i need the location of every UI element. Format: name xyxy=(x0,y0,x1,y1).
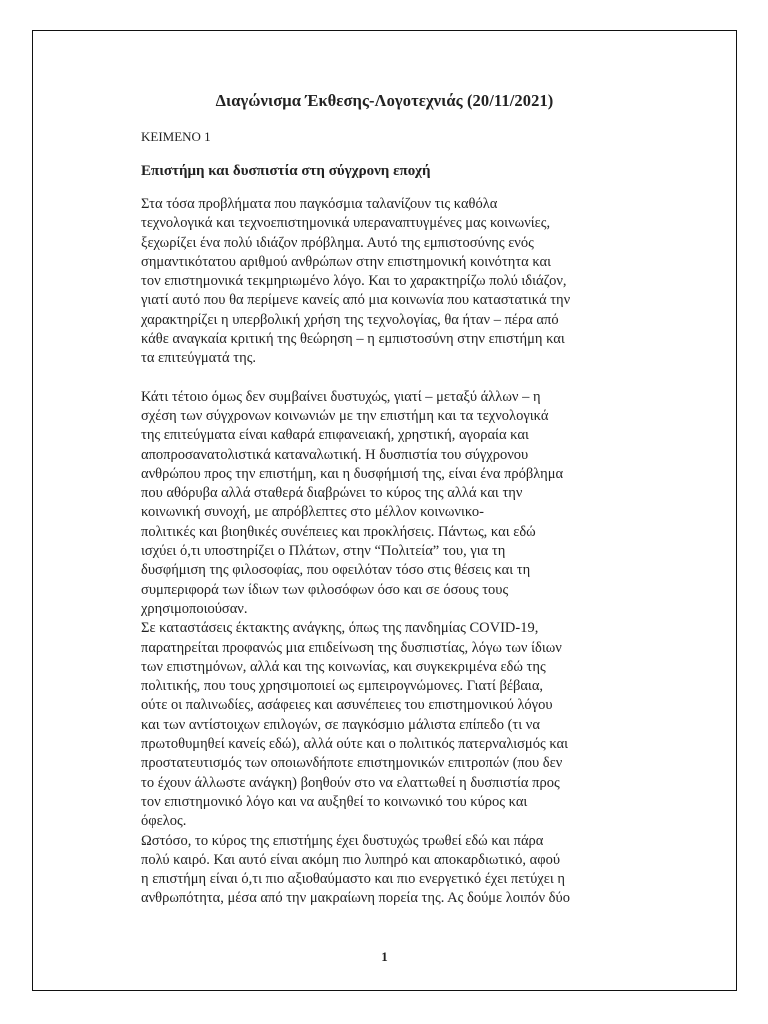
text-line: των επιστημόνων, αλλά και της κοινωνίας, και συγκεκριμένα εδώ της xyxy=(141,658,546,675)
text-line: ισχύει ό,τι υποστηρίζει ο Πλάτων, στην “Πολιτεία” του, για τη xyxy=(141,543,506,560)
text-line: τον επιστημονικό λόγο και να αυξηθεί το κοινωνικό του κύρος και xyxy=(141,793,528,810)
text-line: που αθόρυβα αλλά σταθερά διαβρώνει το κύρος της αλλά και την xyxy=(141,485,523,502)
text-line: τα επιτεύγματά της. xyxy=(141,350,257,367)
text-line: σημαντικότατου αριθμού ανθρώπων στην επιστημονική κοινότητα και xyxy=(141,253,552,270)
text-line: αποπροσανατολιστικά καταναλωτική. Η δυσπιστία του σύγχρονου xyxy=(141,446,529,463)
paragraph-1 xyxy=(141,195,661,369)
text-line: και των αντίστοιχων επιλογών, σε παγκόσμιο μάλιστα επίπεδο (τι να xyxy=(141,716,540,733)
document-title: Διαγώνισμα Έκθεσης-Λογοτεχνιάς (20/11/2021) xyxy=(215,91,554,110)
page-number: 1 xyxy=(381,949,388,964)
text-line: πολιτικής, που τους χρησιμοποιεί ως εμπειρογνώμονες. Γιατί βέβαια, xyxy=(141,678,544,695)
text-line: το έχουν άλλωστε ανάγκη) βοηθούν στο να ελαττωθεί η δυσπιστία προς xyxy=(141,774,560,791)
document-page xyxy=(32,30,737,991)
text-line: τον επιστημονικά τεκμηριωμένο λόγο. Και το χαρακτηρίζω πολύ ιδιάζον, xyxy=(141,273,567,290)
text-line: ανθρώπου προς την επιστήμη, και η δυσφήμισή της, είναι ένα πρόβλημα xyxy=(141,465,564,482)
article-title: Επιστήμη και δυσπιστία στη σύγχρονη εποχή xyxy=(141,163,431,179)
paragraph-2 xyxy=(141,388,661,620)
text-line: Ωστόσο, το κύρος της επιστήμης έχει δυστυχώς τρωθεί εδώ και πάρα xyxy=(141,832,544,849)
text-line: χαρακτηρίζει η υπερβολική χρήση της τεχνολογίας, θα ήταν – πέρα από xyxy=(141,311,559,328)
text-line: κοινωνική συνοχή, με απρόβλεπτες στο μέλλον κοινωνικο- xyxy=(141,504,484,521)
text-line: συμπεριφορά των ίδιων των φιλοσόφων όσο και σε όσους τους xyxy=(141,581,509,598)
paragraph-4 xyxy=(141,832,661,909)
text-line: χρησιμοποιούσαν. xyxy=(141,600,248,617)
text-line: πολιτικές και βιοηθικές συνέπειες και προκλήσεις. Πάντως, και εδώ xyxy=(141,523,536,540)
paragraph-3 xyxy=(141,619,661,831)
text-line: ούτε οι παλινωδίες, ασάφειες και ασυνέπειες του επιστημονικού λόγου xyxy=(141,697,553,714)
text-line: ανθρωπότητα, μέσα από την μακραίωνη πορεία της. Ας δούμε λοιπόν δύο xyxy=(141,890,570,907)
text-label: ΚΕΙΜΕΝΟ 1 xyxy=(141,129,211,144)
text-line: γιατί αυτό που θα περίμενε κανείς από μια κοινωνία που καταστατικά την xyxy=(141,292,571,309)
text-line: ξεχωρίζει ένα πολύ ιδιάζον πρόβλημα. Αυτό της εμπιστοσύνης ενός xyxy=(141,234,534,251)
text-line: δυσφήμιση της φιλοσοφίας, που οφειλόταν τόσο στις θέσεις και τη xyxy=(141,562,531,579)
text-line: Σε καταστάσεις έκτακτης ανάγκης, όπως της πανδημίας COVID-19, xyxy=(141,620,539,637)
text-line: η επιστήμη είναι ό,τι πιο αξιοθαύμαστο και πιο ενεργετικό έχει πετύχει η xyxy=(141,871,565,888)
text-line: παρατηρείται προφανώς μια επιδείνωση της δυσπιστίας, λόγω των ίδιων xyxy=(141,639,562,656)
text-line: κάθε αναγκαία κριτική της θεώρηση – η εμπιστοσύνη στην επιστήμη και xyxy=(141,331,565,348)
text-line: της επιτεύγματα είναι καθαρά επιφανειακή, χρηστική, αγοραία και xyxy=(141,427,529,444)
text-line: Κάτι τέτοιο όμως δεν συμβαίνει δυστυχώς, γιατί – μεταξύ άλλων – η xyxy=(141,388,541,405)
text-line: όφελος. xyxy=(141,813,187,830)
text-line: Στα τόσα προβλήματα που παγκόσμια ταλανίζουν τις καθόλα xyxy=(141,196,498,212)
text-line: τεχνολογικά και τεχνοεπιστημονικά υπεραναπτυγμένες μας κοινωνίες, xyxy=(141,215,551,232)
text-line: πρωτοθυμηθεί κανείς εδώ), αλλά ούτε και ο πολιτικός πατερναλισμός και xyxy=(141,736,568,753)
text-line: προστατευτισμός των οποιωνδήποτε επιστημονικών επιτροπών (που δεν xyxy=(141,755,563,772)
text-line: πολύ καιρό. Και αυτό είναι ακόμη πιο λυπηρό και αποκαρδιωτικό, αφού xyxy=(141,851,561,868)
text-line: σχέση των σύγχρονων κοινωνιών με την επιστήμη και τα τεχνολογικά xyxy=(141,407,549,424)
article-body xyxy=(141,195,661,909)
